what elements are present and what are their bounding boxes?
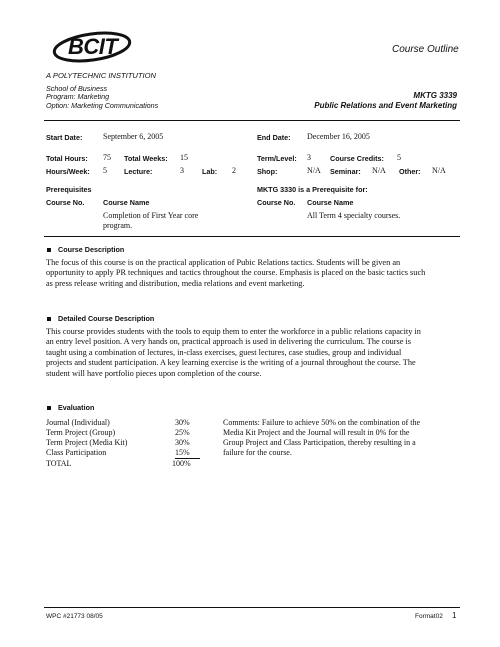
evaluation-item-label: Journal (Individual) (46, 418, 110, 427)
prereq-for-course-no-label: Course No. (257, 198, 296, 207)
header-divider (44, 120, 460, 121)
evaluation-item-label: Class Participation (46, 448, 107, 457)
footer-divider (44, 607, 460, 608)
detailed-description-line: an entry level position. A very hands on, practical approach is used in delivering the curriculum. The course is (46, 337, 412, 347)
detailed-description-text (46, 327, 460, 379)
prereq-for-course-name-label: Course Name (307, 198, 354, 207)
bcit-logo (52, 30, 138, 64)
course-credits-value: 5 (397, 153, 401, 162)
evaluation-item-label: Term Project (Media Kit) (46, 438, 128, 447)
comment-line: failure for the course. (223, 448, 292, 457)
comment-line: Media Kit Project and the Journal will result in 0% for the (223, 428, 410, 437)
evaluation-item-value: 25% (175, 428, 190, 437)
total-hours-value: 75 (103, 153, 111, 162)
seminar-value: N/A (372, 166, 386, 175)
section-bullet-icon (47, 317, 51, 321)
school-name: School of Business (46, 84, 108, 93)
section-bullet-icon (47, 248, 51, 252)
lecture-label: Lecture: (124, 167, 153, 176)
course-credits-label: Course Credits: (330, 154, 384, 163)
hours-week-value: 5 (103, 166, 107, 175)
course-title: Public Relations and Event Marketing (314, 101, 457, 110)
comment-line: Comments: Failure to achieve 50% on the combination of the (223, 418, 421, 427)
prerequisites-title: Prerequisites (46, 185, 92, 194)
shop-label: Shop: (257, 167, 278, 176)
prereq-course-name-line2: program. (103, 221, 133, 230)
end-date-label: End Date: (257, 133, 291, 142)
option-name: Option: Marketing Communications (46, 101, 159, 110)
detailed-description-line: projects and student participation. A key learning exercise is the writing of a journal throughout the course. The (46, 358, 416, 368)
prerequisite-for-title: MKTG 3330 is a Prerequisite for: (257, 185, 368, 194)
section-bullet-icon (47, 406, 51, 410)
footer-doc-id: WPC #21773 08/05 (46, 613, 103, 620)
prereq-course-name-label: Course Name (103, 198, 150, 207)
evaluation-item-value: 30% (175, 418, 190, 427)
lab-value: 2 (232, 166, 236, 175)
program-name: Program: Marketing (46, 92, 110, 101)
total-weeks-label: Total Weeks: (124, 154, 168, 163)
course-description-line: as press release writing and distribution, media relations and event marketing. (46, 278, 305, 288)
info-divider (44, 236, 460, 237)
evaluation-item-value: 30% (175, 438, 190, 447)
course-description-line: opportunity to apply PR techniques and tactics throughout the course. Emphasis is placed on the basic tactics such (46, 268, 426, 278)
hours-week-label: Hours/Week: (46, 167, 90, 176)
end-date-value: December 16, 2005 (307, 132, 370, 141)
detailed-description-line: taught using a combination of lectures, in-class exercises, guest lectures, case studies, group and individual (46, 347, 402, 357)
course-description-line: The focus of this course is on the practical application of Pubic Relations tactics. Students will be given an (46, 258, 401, 267)
prereq-for-course-name: All Term 4 specialty courses. (307, 211, 401, 220)
prereq-course-no-label: Course No. (46, 198, 85, 207)
course-description-text (46, 258, 460, 289)
shop-value: N/A (307, 166, 321, 175)
evaluation-total-value: 100% (172, 459, 191, 468)
lab-label: Lab: (202, 167, 218, 176)
start-date-label: Start Date: (46, 133, 83, 142)
evaluation-total-label: TOTAL (46, 459, 72, 468)
seminar-label: Seminar: (330, 167, 361, 176)
prereq-course-name-line1: Completion of First Year core (103, 211, 199, 220)
term-level-label: Term/Level: (257, 154, 297, 163)
logo-text: BCIT (68, 34, 118, 59)
other-value: N/A (432, 166, 446, 175)
total-hours-label: Total Hours: (46, 154, 88, 163)
institution-tagline: A POLYTECHNIC INSTITUTION (46, 71, 156, 80)
start-date-value: September 6, 2005 (103, 132, 164, 141)
course-code: MKTG 3339 (413, 91, 457, 100)
evaluation-item-label: Term Project (Group) (46, 428, 116, 437)
detailed-description-heading: Detailed Course Description (58, 314, 155, 323)
evaluation-comments (223, 418, 463, 458)
term-level-value: 3 (307, 153, 311, 162)
other-label: Other: (399, 167, 421, 176)
evaluation-heading: Evaluation (58, 403, 95, 412)
detailed-description-line: student will have portfolio pieces upon completion of the course. (46, 368, 262, 378)
total-weeks-value: 15 (180, 153, 188, 162)
lecture-value: 3 (180, 166, 184, 175)
document-type: Course Outline (392, 44, 459, 55)
comment-line: Group Project and Class Participation, thereby resulting in a (223, 438, 416, 447)
footer-format: Format02 (415, 613, 443, 620)
page-number: 1 (452, 611, 457, 620)
course-description-heading: Course Description (58, 245, 125, 254)
detailed-description-line: This course provides students with the tools to equip them to enter the workforce in a public relations capacity in (46, 327, 421, 336)
evaluation-item-value: 15% (175, 448, 200, 459)
